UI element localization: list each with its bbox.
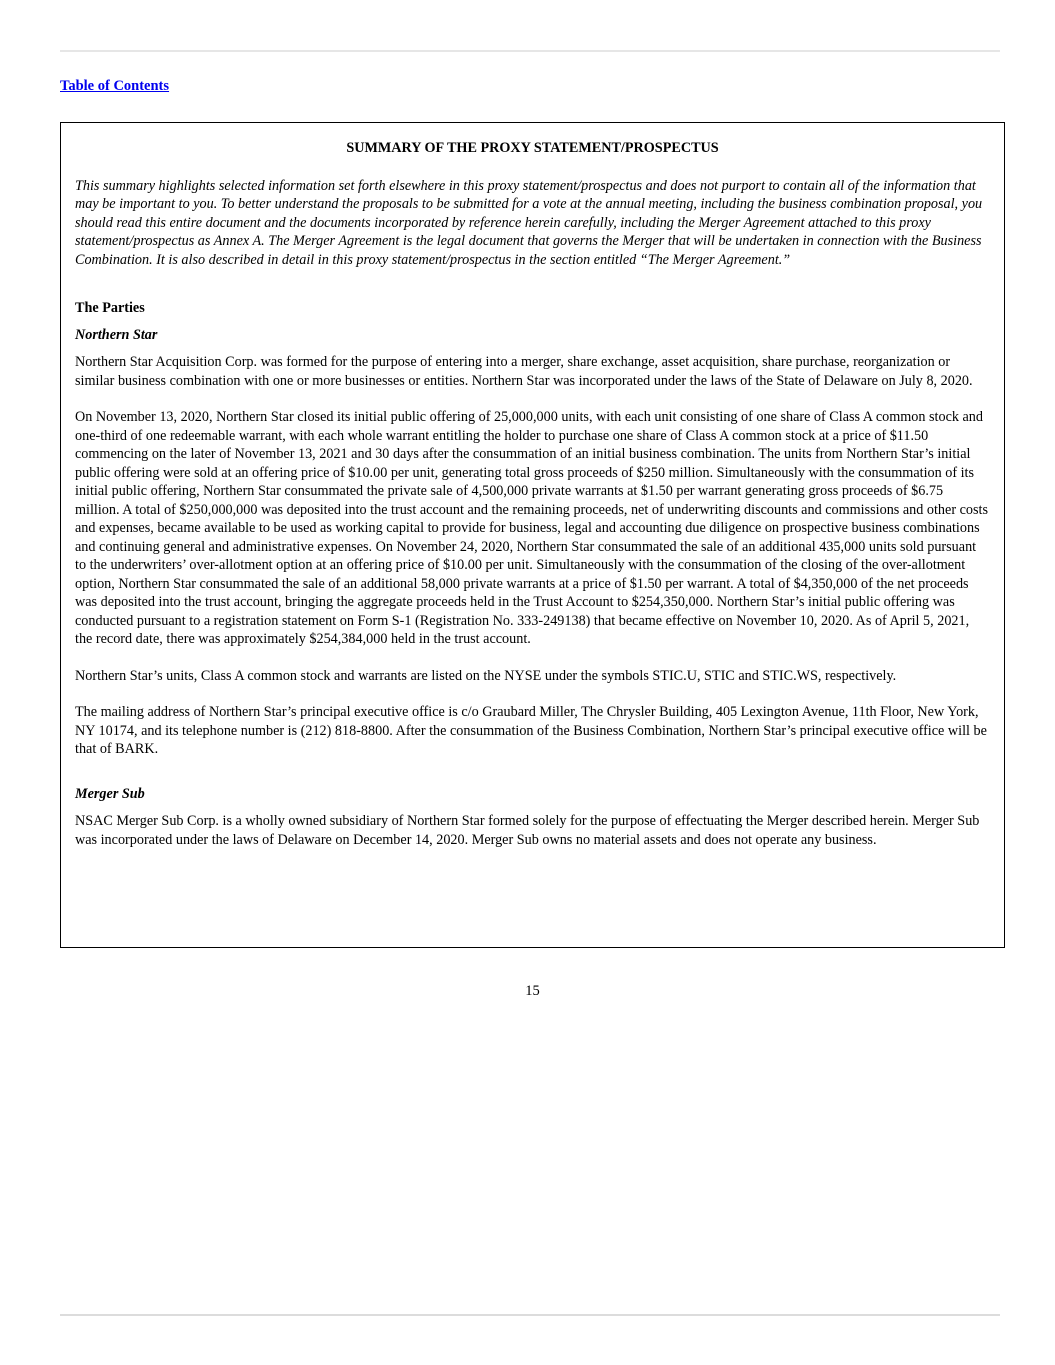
northern-star-paragraph-2: On November 13, 2020, Northern Star closed its initial public offering of 25,000,000 units, with each unit consisting of one share of Class A common stock and one-third of one redeemable warrant, with each whole warrant entitling the holder to purchase one share of Class A common stock at a price of $11.50 commencing on the later of November 13, 2021 and 30 days after the consummation of an initial business combination. The units from Northern Star’s initial public offering were sold at an offering price of $10.00 per unit, generating total gross proceeds of $250 million. Simultaneously with the consummation of its initial public offering, Northern Star consummated the private sale of 4,500,000 private warrants at $1.50 per warrant generating gross proceeds of $6.75 million. A total of $250,000,000 was deposited into the trust account and the remaining proceeds, net of underwriting discounts and commissions and other costs and expenses, became available to be used as working capital to provide for business, legal and accounting due diligence on prospective business combinations and continuing general and administrative expenses. On November 24, 2020, Northern Star consummated the sale of an additional 435,000 units sold pursuant to the underwriters’ over-allotment option at an offering price of $10.00 per unit. Simultaneously with the consummation of the closing of the over-allotment option, Northern Star consummated the sale of an additional 58,000 private warrants at a price of $1.50 per warrant. A total of $4,350,000 of the net proceeds was deposited into the trust account, bringing the aggregate proceeds held in the Trust Account to $254,350,000. Northern Star’s initial public offering was conducted pursuant to a registration statement on Form S-1 (Registration No. 333-249138) that became effective on November 10, 2020. As of April 5, 2021, the record date, there was approximately $254,384,000 held in the trust account.	[75, 409, 988, 647]
summary-intro: This summary highlights selected information set forth elsewhere in this proxy statement/prospectus and does not purport to contain all of the information that may be important to you. To better understand the proposals to be submitted for a vote at the annual meeting, including the business combination proposal, you should read this entire document and the documents incorporated by reference herein carefully, including the Merger Agreement attached to this proxy statement/prospectus as Annex A. The Merger Agreement is the legal document that governs the Merger that will be undertaken in connection with the Business Combination. It is also described in detail in this proxy statement/prospectus in the section entitled “The Merger Agreement.”	[75, 177, 983, 268]
top-divider	[60, 50, 1000, 52]
northern-star-paragraph-1: Northern Star Acquisition Corp. was formed for the purpose of entering into a merger, share exchange, asset acquisition, share purchase, reorganization or similar business combination with one or more businesses or entities. Northern Star was incorporated under the laws of the State of Delaware on July 8, 2020.	[75, 354, 973, 389]
page-number: 15	[525, 983, 540, 999]
summary-title: SUMMARY OF THE PROXY STATEMENT/PROSPECTUS	[346, 140, 719, 156]
merger-sub-paragraph: NSAC Merger Sub Corp. is a wholly owned subsidiary of Northern Star formed solely for the purpose of effectuating the Merger described herein. Merger Sub was incorporated under the laws of Delaware on December 14, 2020. Merger Sub owns no material assets and does not operate any business.	[75, 813, 980, 848]
northern-star-paragraph-4: The mailing address of Northern Star’s principal executive office is c/o Graubard Miller, The Chrysler Building, 405 Lexington Avenue, 11th Floor, New York, NY 10174, and its telephone number is (212) 818-8800. After the consummation of the Business Combination, Northern Star’s principal executive office will be that of BARK.	[75, 704, 987, 757]
northern-star-paragraph-3: Northern Star’s units, Class A common stock and warrants are listed on the NYSE under the symbols STIC.U, STIC and STIC.WS, respectively.	[75, 667, 897, 684]
table-of-contents-link[interactable]: Table of Contents	[60, 78, 170, 94]
parties-heading: The Parties	[75, 300, 145, 316]
merger-sub-heading: Merger Sub	[75, 785, 145, 802]
northern-star-heading: Northern Star	[75, 326, 158, 343]
summary-box	[60, 122, 1005, 948]
bottom-divider	[60, 1314, 1000, 1316]
